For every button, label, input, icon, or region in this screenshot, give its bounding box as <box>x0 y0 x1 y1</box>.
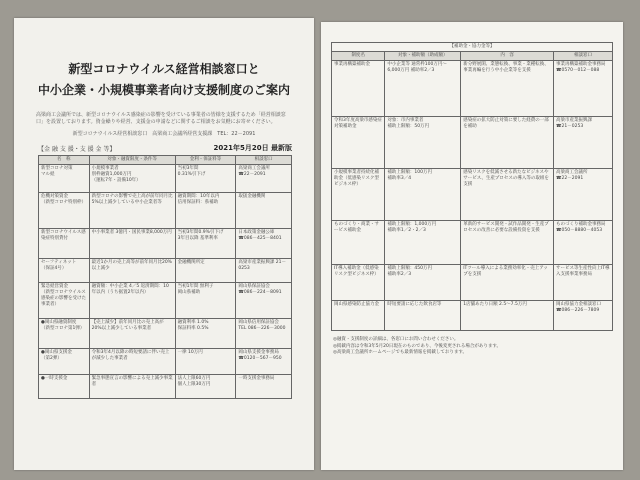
header-cell: 対象・補助額（助成額） <box>385 52 461 61</box>
header-cell: 対象・融資限度・条件等 <box>89 156 175 165</box>
table-cell: 補助上限額：1,000万円 補助率1／2・2／3 <box>385 221 461 265</box>
table-row <box>332 265 613 301</box>
table-row <box>332 169 613 221</box>
table-cell: 対象：市内事業者 補助上限額：50万円 <box>385 117 461 169</box>
table-row <box>332 301 613 331</box>
table-cell: ものづくり補助金事務局 ☎050－8880－4053 <box>553 221 612 265</box>
header-cell: 制度名 <box>332 52 385 61</box>
header-cell: 相談窓口 <box>553 52 612 61</box>
table-cell: 当初3年間0.9%引下げ 3年目以降 基準利率 <box>175 229 236 259</box>
table-cell: 金融機関所定 <box>175 259 236 283</box>
section-label-subsidy: 【補助金・協力金等】 <box>332 43 613 52</box>
note-line: ◎高梁商工会議所ホームページでも最新情報を掲載しております。 <box>333 350 467 355</box>
table-cell: 当初3年間 0.31%引下げ <box>175 165 236 193</box>
table-cell: 新型コロナ対策 マル経 <box>39 165 90 193</box>
table-cell: 新分野展開、業態転換、事業・業種転換、事業再編を行う中小企業等を支援 <box>461 61 554 117</box>
table-cell: 岡山県信用保証協会 TEL 086－226－3000 <box>236 319 292 349</box>
header-cell: 内 容 <box>461 52 554 61</box>
table-cell: 時短要請に応じた飲食店等 <box>385 301 461 331</box>
table-cell: ものづくり・商業・サービス補助金 <box>332 221 385 265</box>
table-cell: 令和3年4月以降の時短要請に伴い売上が減少した事業者 <box>89 349 175 375</box>
table-row <box>39 319 292 349</box>
table-cell: 中小事業者 3億円・国民事業8,000万円 <box>89 229 175 259</box>
table-row <box>39 259 292 283</box>
table-cell: 取扱金融機関 <box>236 193 292 229</box>
table-cell: 岡山県支援金事務局 ☎0120－567－950 <box>236 349 292 375</box>
table-cell: サービス等生産性向上IT導入支援事業事務局 <box>553 265 612 301</box>
table-cell: 新型コロナの影響で売上高が前年同月比5%以上減少している中小企業者等 <box>89 193 175 229</box>
table-cell: 小規模事業者持続化補助金（低感染リスク型ビジネス枠） <box>332 169 385 221</box>
intro-text: 高梁商工会議所では、新型コロナウイルス感染症の影響を受けている事業者の皆様を支援するため「経営相談窓口」を設置しております。資金繰りや経営、支援金の申請などに関するご相談をお気軽にお寄せください。 <box>36 112 286 125</box>
table-cell: ●一時支援金 <box>39 375 90 399</box>
table-cell: 岡山県保証協会 ☎086－224－8091 <box>236 283 292 319</box>
note-line: ◎融資・支援制度の詳細は、各窓口にお問い合わせください。 <box>333 337 459 342</box>
table-cell: 融資額：中小企業 4／5 返済期間：10年以内（うち据置2年以内） <box>89 283 175 319</box>
table-row <box>39 229 292 259</box>
table-cell: 感染症の拡大防止対策に要した経費の一部を補助 <box>461 117 554 169</box>
table-row <box>39 283 292 319</box>
notes <box>333 337 611 357</box>
page-title-line2: 中小企業・小規模事業者向け支援制度のご案内 <box>37 83 290 97</box>
subsidy-table <box>331 42 613 331</box>
table-cell: 新型コロナウイルス感染症特別貸付 <box>39 229 90 259</box>
page-title-line1: 新型コロナウイルス経営相談窓口と <box>68 62 260 76</box>
finance-table <box>38 155 292 399</box>
table-cell: 感染リスクを低減させる新たなビジネスやサービス、生産プロセスの導入等の取組を支援 <box>461 169 554 221</box>
table-cell: 中小企業等 通常枠100万円～6,000万円 補助率2／3 <box>385 61 461 117</box>
table-cell: 岡山県協力金相談窓口 ☎086－226－7809 <box>553 301 612 331</box>
table-cell: IT導入補助金（低感染リスク型ビジネス枠） <box>332 265 385 301</box>
table-row <box>332 61 613 117</box>
table-cell: 当初1年間 無利子 岡山県補助 <box>175 283 236 319</box>
section-label-finance: 【金 融 支 援・支 援 金 等】 <box>38 145 116 153</box>
table-cell: 1店舗あたり日額 2.5～7.5万円 <box>461 301 554 331</box>
table-cell: ●岡山県支援金 （第2弾） <box>39 349 90 375</box>
table-cell: 令和3年度高梁市感染症対策補助金 <box>332 117 385 169</box>
contact-line: 新型コロナウイルス経営相談窓口 高梁商工会議所経営支援課 TEL：22－2091 <box>72 131 256 137</box>
header-cell: 金利・保証料等 <box>175 156 236 165</box>
table-row <box>39 375 292 399</box>
table-cell: 補助上限額：450万円 補助率2／3 <box>385 265 461 301</box>
right-page <box>321 22 623 470</box>
table-cell: 小規模事業者 別枠融資1,000万円 （運転7年・設備10年） <box>89 165 175 193</box>
table-cell: 日本政策金融公庫 ☎086－425－8401 <box>236 229 292 259</box>
table-cell: 高梁市産業振興課 21－0253 <box>236 259 292 283</box>
table-row <box>39 193 292 229</box>
table-cell: ●岡山県融資制度 （新型コロナ第1弾） <box>39 319 90 349</box>
table-cell: 危機対策資金 （新型コロナ特別枠） <box>39 193 90 229</box>
table-cell: ITツール導入による業務効率化・売上アップを支援 <box>461 265 554 301</box>
table-row <box>332 117 613 169</box>
table-cell: 融資利率 1.0% 保証料率 0.5% <box>175 319 236 349</box>
left-page <box>14 18 314 470</box>
table-cell: 事業再構築補助金 <box>332 61 385 117</box>
table-cell: 緊急経営資金 （新型コロナウイルス感染症の影響を受けた事業者） <box>39 283 90 319</box>
table-cell: 事業再構築補助金事務局 ☎0570－012－088 <box>553 61 612 117</box>
edition-date: 2021年5月20日 最新版 <box>213 144 292 152</box>
table-cell: 高梁商工会議所 ☎22－2091 <box>553 169 612 221</box>
table-cell: 一律 10万円 <box>175 349 236 375</box>
header-cell: 相談窓口 <box>236 156 292 165</box>
table-row <box>332 221 613 265</box>
note-line: ◎掲載内容は令和3年5月20日現在のものであり、今後変更される場合があります。 <box>333 343 502 349</box>
table-cell: セーフティネット （保証4号） <box>39 259 90 283</box>
table-row <box>39 349 292 375</box>
table-cell: 高梁市産業振興課 ☎21－0253 <box>553 117 612 169</box>
header-cell: 名 称 <box>39 156 90 165</box>
table-cell: 岡山県感染防止協力金 <box>332 301 385 331</box>
table-cell: 革新的サービス開発・試作品開発・生産プロセスの改善に必要な設備投資を支援 <box>461 221 554 265</box>
table-cell: 【売上減少】前年同月比の売上高が20%以上減少している事業者 <box>89 319 175 349</box>
table-cell: 一時支援金事務局 <box>236 375 292 399</box>
table-row <box>39 165 292 193</box>
table-cell: 緊急事態宣言の影響による売上減少事業者 <box>89 375 175 399</box>
table-cell: 最近1か月の売上高等が前年同月比20%以上減少 <box>89 259 175 283</box>
table-cell: 補助上限額：100万円 補助率3／4 <box>385 169 461 221</box>
table-cell: 法人上限60万円 個人上限30万円 <box>175 375 236 399</box>
table-cell: 融資期間：10年以内 信用保証料：県補助 <box>175 193 236 229</box>
table-cell: 高梁商工会議所 ☎22－2091 <box>236 165 292 193</box>
